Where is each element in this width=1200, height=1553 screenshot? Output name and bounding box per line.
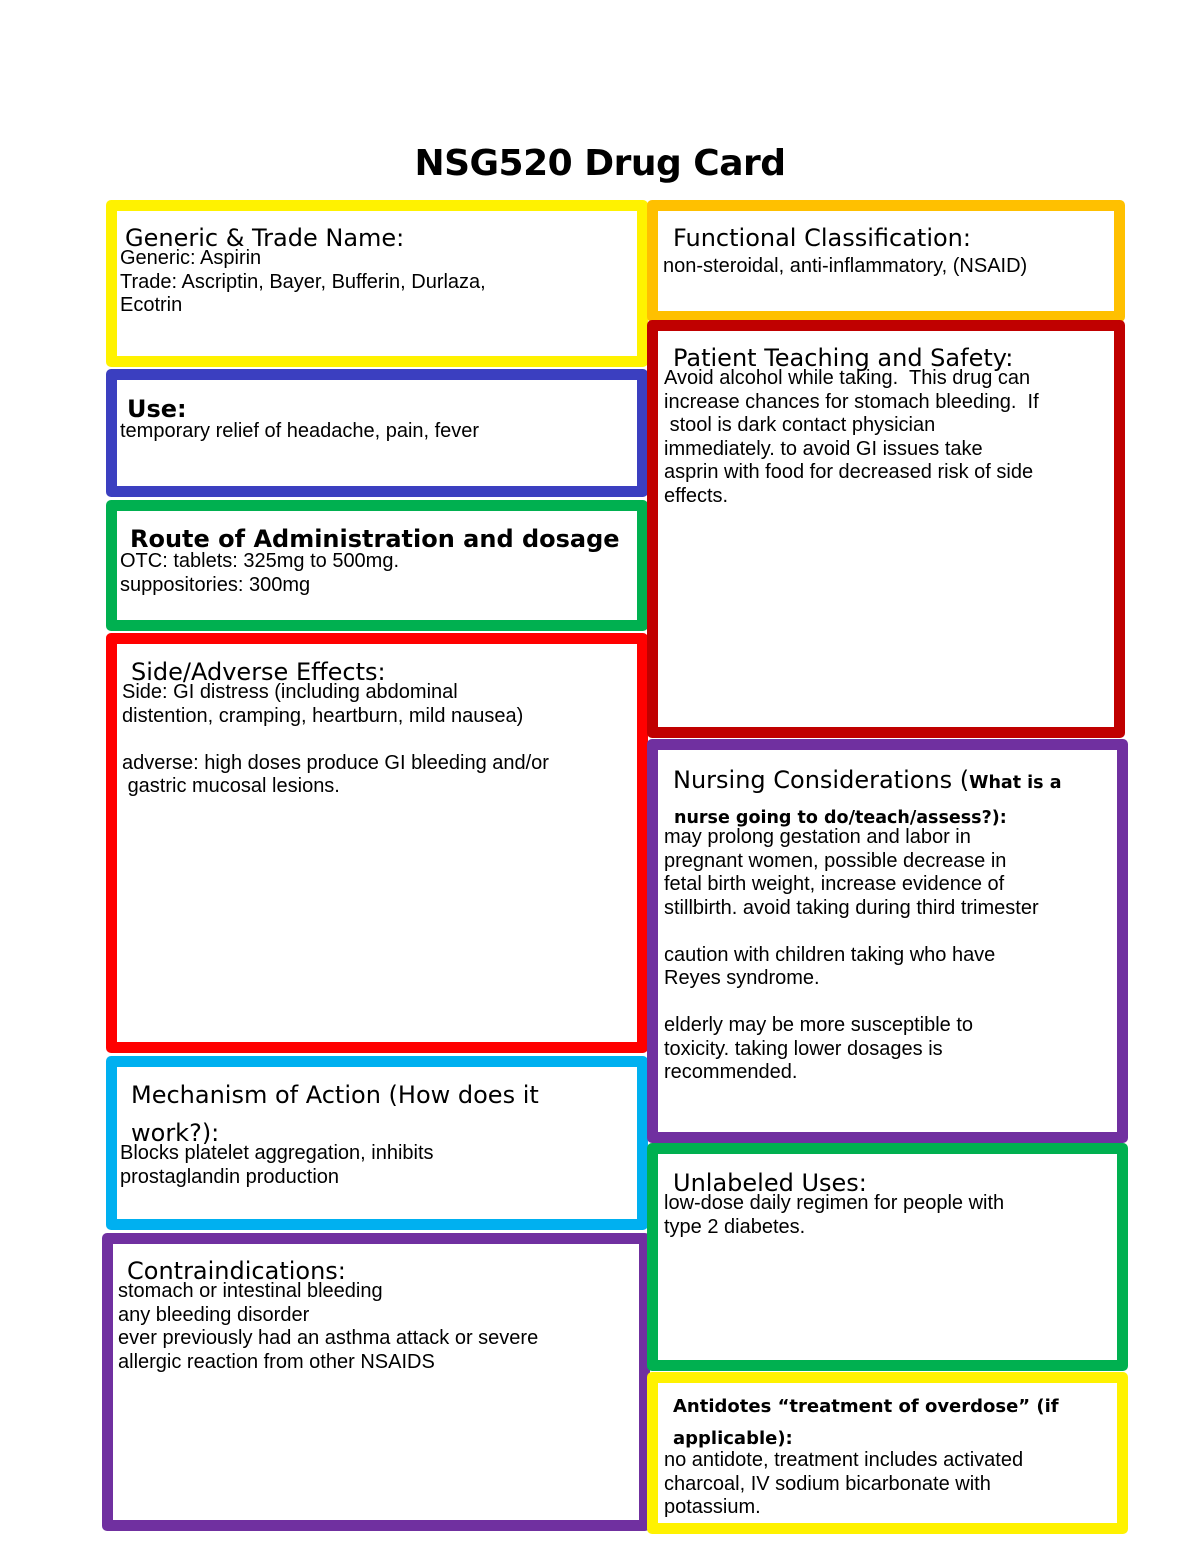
use-text: temporary relief of headache, pain, fever — [120, 420, 480, 442]
functional-classification-box — [647, 200, 1125, 322]
nursing-considerations-heading-main: Nursing Considerations ( — [673, 766, 970, 794]
contraindications-heading: Contraindications: — [127, 1257, 346, 1285]
generic-trade-name-box — [106, 200, 648, 367]
side-adverse-effects-box — [106, 633, 648, 1053]
side-adverse-effects-text: Side: GI distress (including abdominal distention, cramping, heartburn, mild nausea) adverse: high doses produce GI bleeding and/or gastric mucosal lesions. — [122, 681, 549, 797]
mechanism-of-action-heading: Mechanism of Action (How does it work?): — [131, 1081, 539, 1147]
antidotes-heading-line2: applicable): — [673, 1428, 793, 1449]
route-dosage-text: OTC: tablets: 325mg to 500mg. suppositories: 300mg — [120, 550, 400, 596]
contraindications-box — [102, 1233, 650, 1531]
contraindications-text: stomach or intestinal bleeding any bleeding disorder ever previously had an asthma attack or severe allergic reaction from other NSAIDS — [118, 1280, 539, 1373]
unlabeled-uses-heading: Unlabeled Uses: — [673, 1169, 867, 1197]
nursing-considerations-text: may prolong gestation and labor in pregnant women, possible decrease in fetal birth weight, increase evidence of stillbirth. avoid taking during third trimester caution with children taking who have Reyes syndrome. elderly may be more susceptible to toxicity. taking lower dosages is recommended. — [664, 826, 1039, 1083]
nursing-considerations-heading-line2: nurse going to do/teach/assess?): — [674, 808, 1007, 828]
patient-teaching-safety-text: Avoid alcohol while taking. This drug can increase chances for stomach bleeding. If stool is dark contact physician immediately. to avoid GI issues take asprin with food for decreased risk of side effects. — [664, 367, 1039, 507]
antidotes-text: no antidote, treatment includes activated charcoal, IV sodium bicarbonate with potassium. — [664, 1449, 1024, 1518]
unlabeled-uses-text: low-dose daily regimen for people with type 2 diabetes. — [664, 1192, 1005, 1238]
patient-teaching-safety-box — [647, 320, 1125, 738]
patient-teaching-safety-heading: Patient Teaching and Safety: — [673, 344, 1014, 372]
functional-classification-text: non-steroidal, anti-inflammatory, (NSAID) — [663, 255, 1028, 277]
unlabeled-uses-box — [647, 1143, 1128, 1371]
mechanism-of-action-box — [106, 1056, 648, 1230]
nursing-considerations-heading-question: What is a — [969, 773, 1062, 793]
functional-classification-heading: Functional Classification: — [673, 224, 971, 252]
antidotes-heading-line1: Antidotes “treatment of overdose” (if — [673, 1396, 1059, 1417]
use-heading: Use: — [127, 395, 187, 423]
route-dosage-box — [106, 500, 648, 631]
use-box — [106, 369, 648, 497]
generic-trade-name-text: Generic: Aspirin Trade: Ascriptin, Bayer, Bufferin, Durlaza, Ecotrin — [120, 247, 486, 316]
route-dosage-heading: Route of Administration and dosage — [130, 525, 620, 553]
nursing-considerations-box — [647, 739, 1128, 1143]
mechanism-of-action-text: Blocks platelet aggregation, inhibits prostaglandin production — [120, 1142, 434, 1188]
antidotes-box — [647, 1372, 1128, 1534]
page-title: NSG520 Drug Card — [414, 143, 786, 184]
antidotes-heading — [673, 1391, 1117, 1455]
generic-trade-name-heading: Generic & Trade Name: — [125, 224, 405, 252]
side-adverse-effects-heading: Side/Adverse Effects: — [131, 658, 386, 686]
